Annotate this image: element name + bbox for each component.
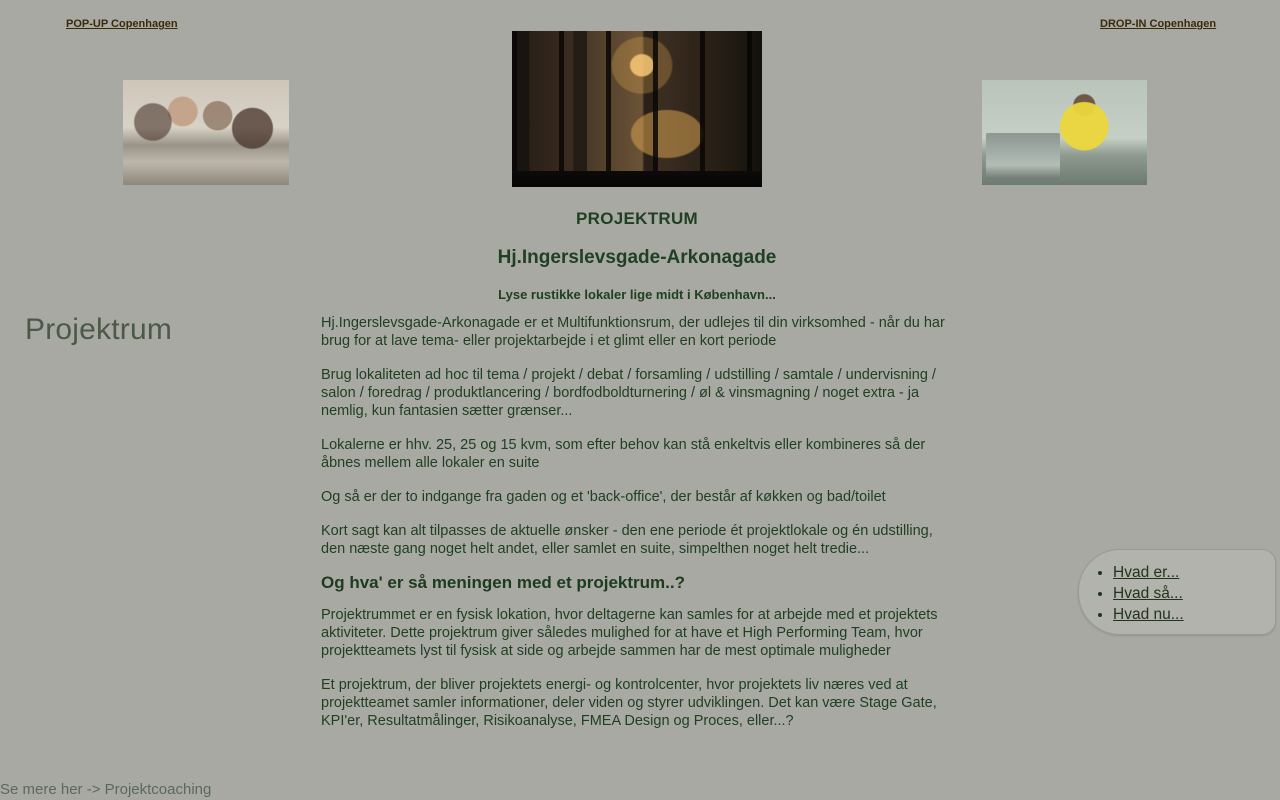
body-paragraph-3: Lokalerne er hhv. 25, 25 og 15 kvm, som efter behov kan stå enkeltvis eller kombineres så der åbnes mellem alle lokaler en suite: [321, 437, 926, 471]
bubble-link-hvad-er[interactable]: Hvad er...: [1113, 564, 1180, 581]
celebrating-woman-photo: [982, 80, 1147, 185]
popup-copenhagen-link[interactable]: POP-UP Copenhagen: [66, 18, 178, 30]
list-item[interactable]: [1113, 604, 1275, 625]
list-item[interactable]: [1113, 562, 1275, 583]
brand-word: Projektrum: [25, 313, 173, 346]
page-title: PROJEKTRUM: [575, 209, 698, 228]
body-paragraph-5: Kort sagt kan alt tilpasses de aktuelle ønsker - den ene periode ét projektlokale og én udstilling, den næste gang noget helt andet, eller samlet en suite, simpelthen noget helt tredie...: [321, 523, 933, 557]
body-paragraph-2: Brug lokaliteten ad hoc til tema / projekt / debat / forsamling / udstilling / samtale / undervisning / salon / foredrag / produktlancering / bordfodboldturnering / øl & vinsmagning / noget extra - ja nemlig, kun fantasien sætter grænser...: [321, 367, 936, 419]
list-item[interactable]: [1113, 583, 1275, 604]
bubble-link-hvad-nu[interactable]: Hvad nu...: [1113, 606, 1184, 623]
body-section-heading: Og hva' er så meningen med et projektrum..?: [321, 573, 685, 592]
window-interior-photo: [512, 31, 762, 187]
team-meeting-photo-image: [123, 80, 289, 185]
laptop-shape: [986, 133, 1060, 179]
bubble-link-hvad-saa[interactable]: Hvad så...: [1113, 585, 1183, 602]
see-more-projectcoaching-link[interactable]: Se mere her -> Projektcoaching: [0, 781, 212, 798]
body-paragraph-4: Og så er der to indgange fra gaden og et 'back-office', der består af køkken og bad/toilet: [321, 489, 886, 505]
dropin-copenhagen-link[interactable]: DROP-IN Copenhagen: [1100, 18, 1217, 30]
body-text-column: [321, 314, 953, 746]
speech-bubble-menu: [1078, 549, 1276, 635]
body-paragraph-1: Hj.Ingerslevsgade-Arkonagade er et Multifunktionsrum, der udlejes til din virksomhed - når du har brug for at lave tema- eller projektarbejde i et glimt eller en kort periode: [321, 315, 945, 349]
page-tagline: Lyse rustikke lokaler lige midt i København...: [498, 287, 776, 302]
window-sill: [512, 171, 762, 187]
window-bars-overlay: [512, 31, 762, 187]
team-meeting-photo: [123, 80, 289, 185]
page-subtitle: Hj.Ingerslevsgade-Arkonagade: [497, 247, 777, 268]
body-paragraph-6: Projektrummet er en fysisk lokation, hvor deltagerne kan samles for at arbejde med et projektets aktiviteter. Dette projektrum giver således mulighed for at have et High Performing Team, hvor projektteamets lyst til fysisk at side og arbejde sammen har de mest optimale muligheder: [321, 607, 938, 659]
speech-bubble-menu-list: [1079, 550, 1275, 625]
body-paragraph-7: Et projektrum, der bliver projektets energi- og kontrolcenter, hvor projektets liv næres ved at projektteamet samler informationer, deler viden og styrer udviklingen. Det kan være Stage Gate, KPI'er, Resultatmålinger, Risikoanalyse, FMEA Design og Proces, eller...?: [321, 677, 937, 729]
